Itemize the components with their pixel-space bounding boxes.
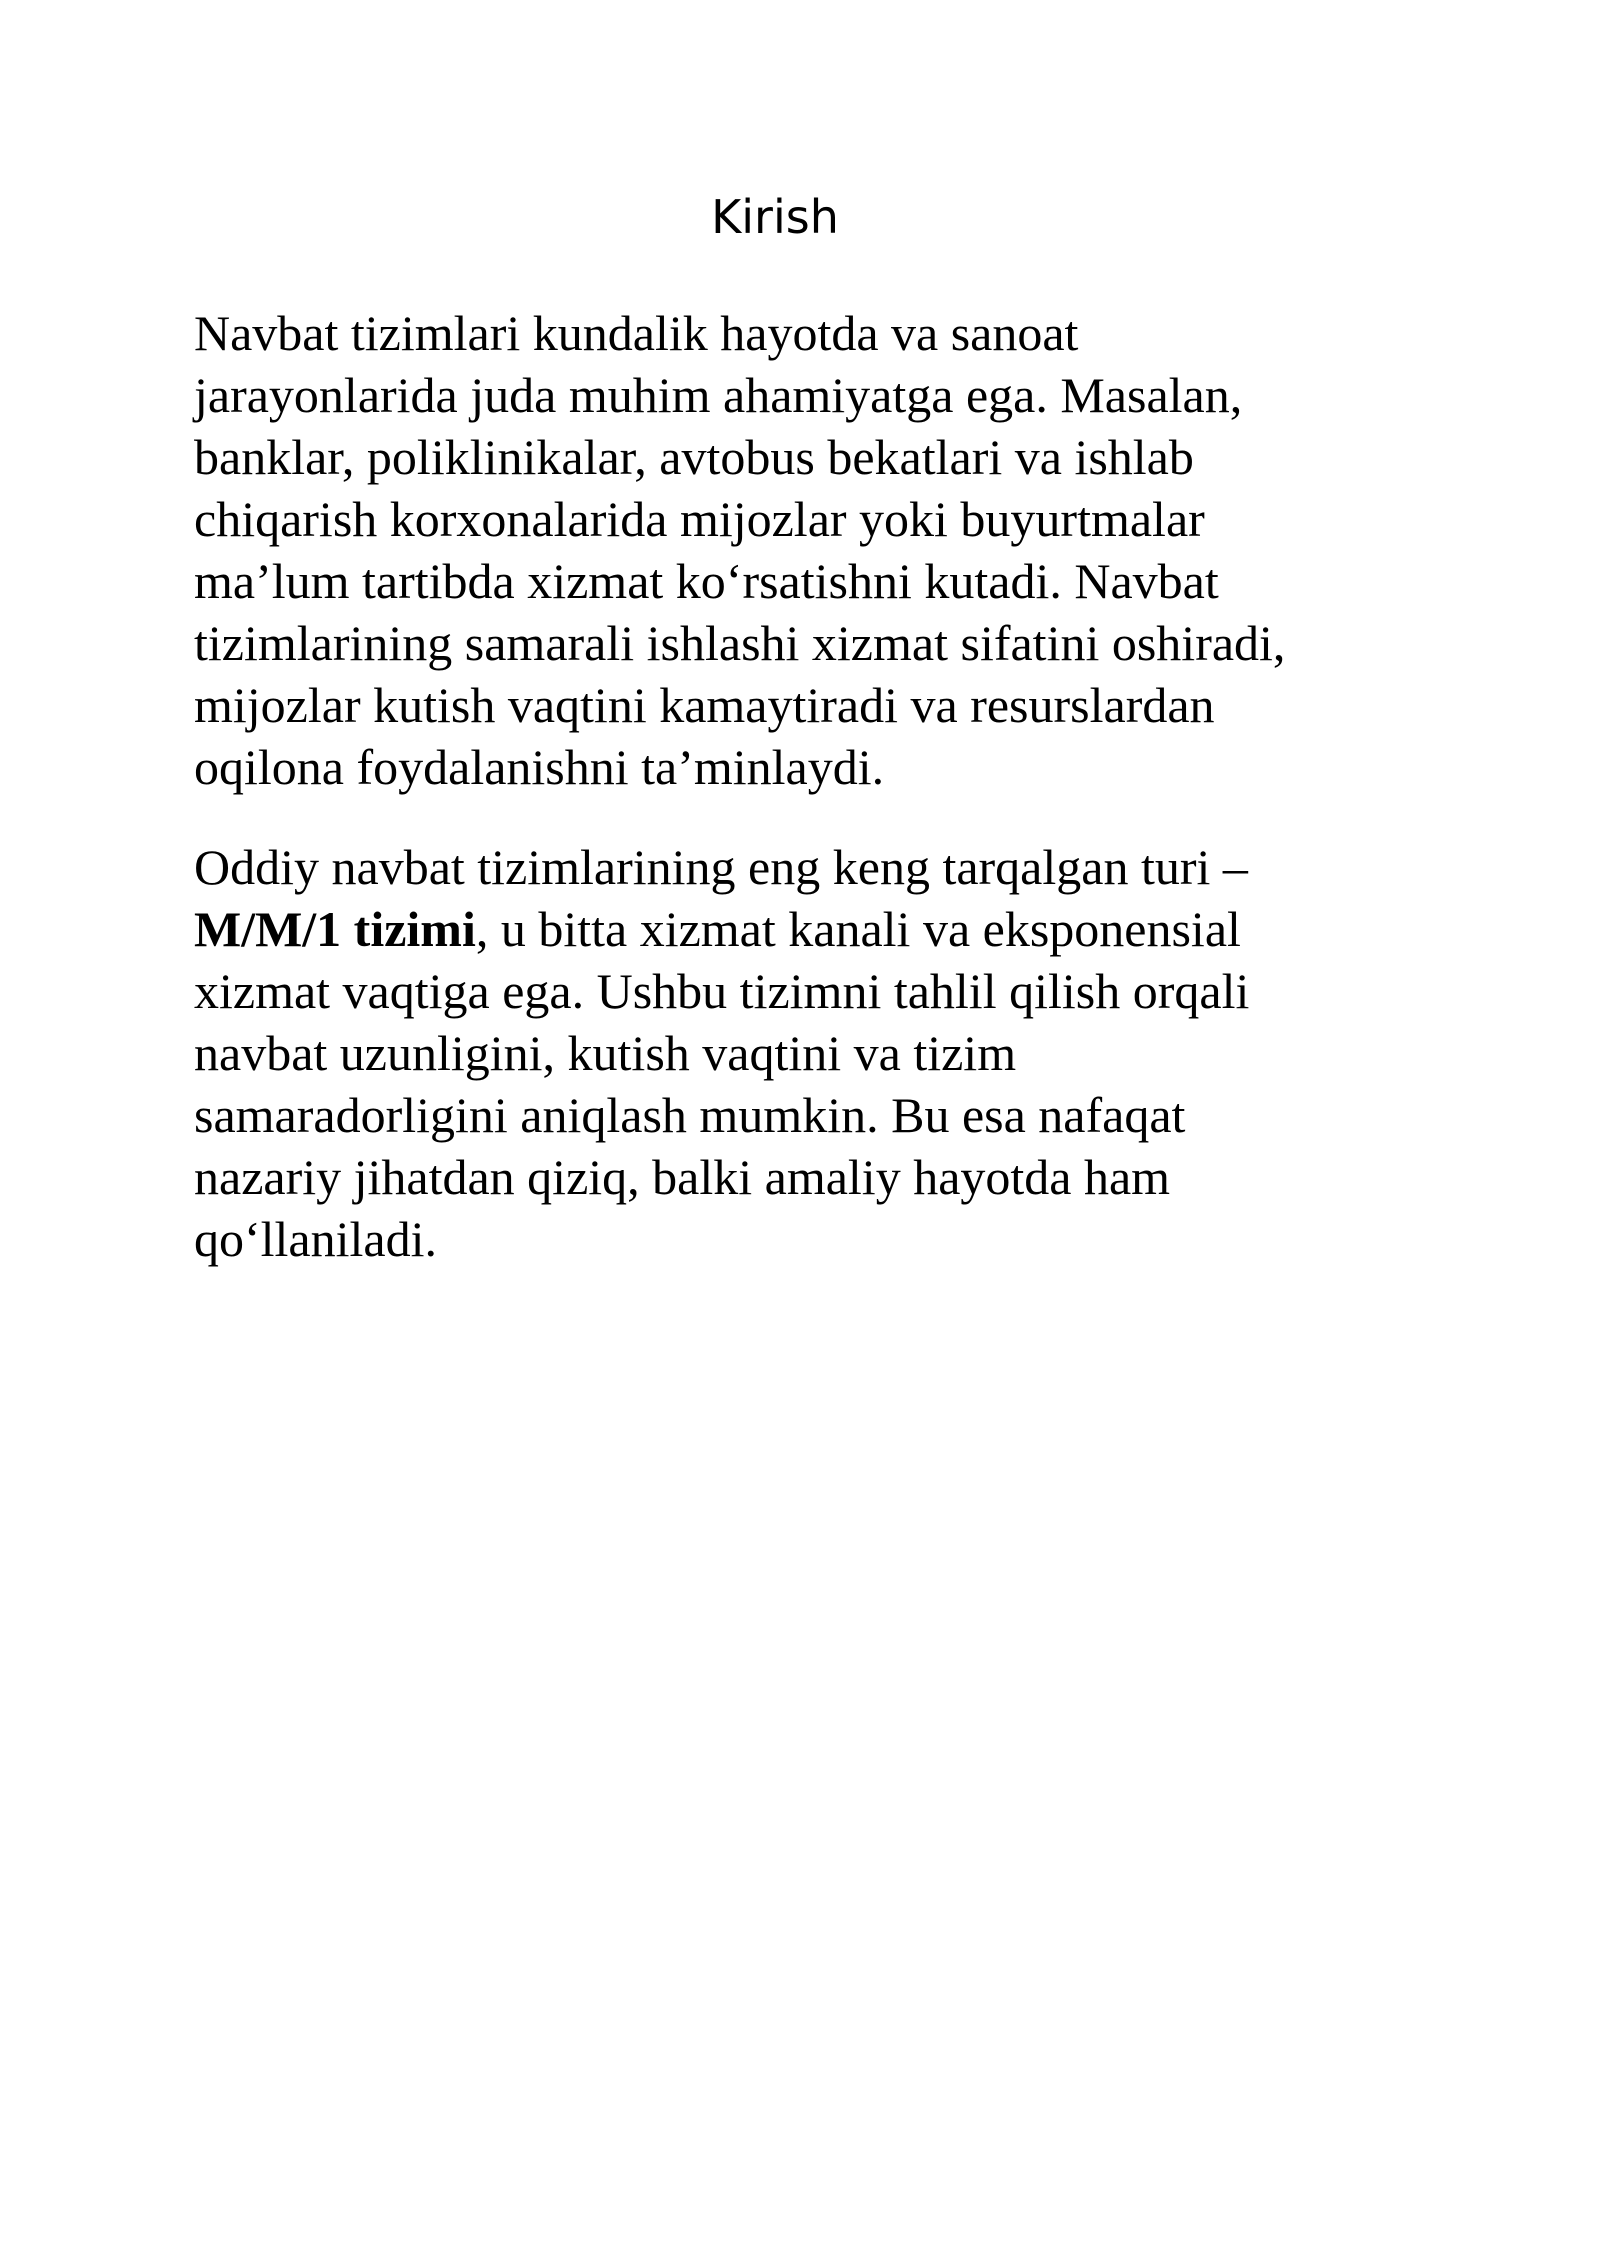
text-line: chiqarish korxonalarida mijozlar yoki buyurtmalar bbox=[194, 491, 1205, 547]
text-line: Oddiy navbat tizimlarining eng keng tarqalgan turi – bbox=[194, 839, 1248, 895]
page-title: Kirish bbox=[711, 190, 839, 244]
text-line: samaradorligini aniqlash mumkin. Bu esa nafaqat bbox=[194, 1087, 1186, 1143]
text-line: xizmat vaqtiga ega. Ushbu tizimni tahlil qilish orqali bbox=[194, 963, 1250, 1019]
text-line: banklar, poliklinikalar, avtobus bekatlari va ishlab bbox=[194, 429, 1194, 485]
text-line: mijozlar kutish vaqtini kamaytiradi va resurslardan bbox=[194, 677, 1215, 733]
text-line: tizimlarining samarali ishlashi xizmat sifatini oshiradi, bbox=[194, 615, 1286, 671]
text-line: navbat uzunligini, kutish vaqtini va tizim bbox=[194, 1025, 1017, 1081]
text-line: qo‘llaniladi. bbox=[194, 1211, 437, 1267]
paragraph-intro bbox=[194, 302, 1404, 798]
text-line: nazariy jihatdan qiziq, balki amaliy hayotda ham bbox=[194, 1149, 1171, 1205]
text-line: oqilona foydalanishni ta’minlaydi. bbox=[194, 739, 885, 795]
paragraph-mm1 bbox=[194, 836, 1404, 1270]
text-line: jarayonlarida juda muhim ahamiyatga ega. Masalan, bbox=[194, 367, 1243, 423]
document-body bbox=[194, 302, 1404, 1308]
text-line: ma’lum tartibda xizmat ko‘rsatishni kutadi. Navbat bbox=[194, 553, 1219, 609]
text-line: , u bitta xizmat kanali va eksponensial bbox=[475, 901, 1241, 957]
bold-term: M/M/1 tizimi bbox=[194, 901, 476, 957]
text-line: Navbat tizimlari kundalik hayotda va sanoat bbox=[194, 305, 1079, 361]
